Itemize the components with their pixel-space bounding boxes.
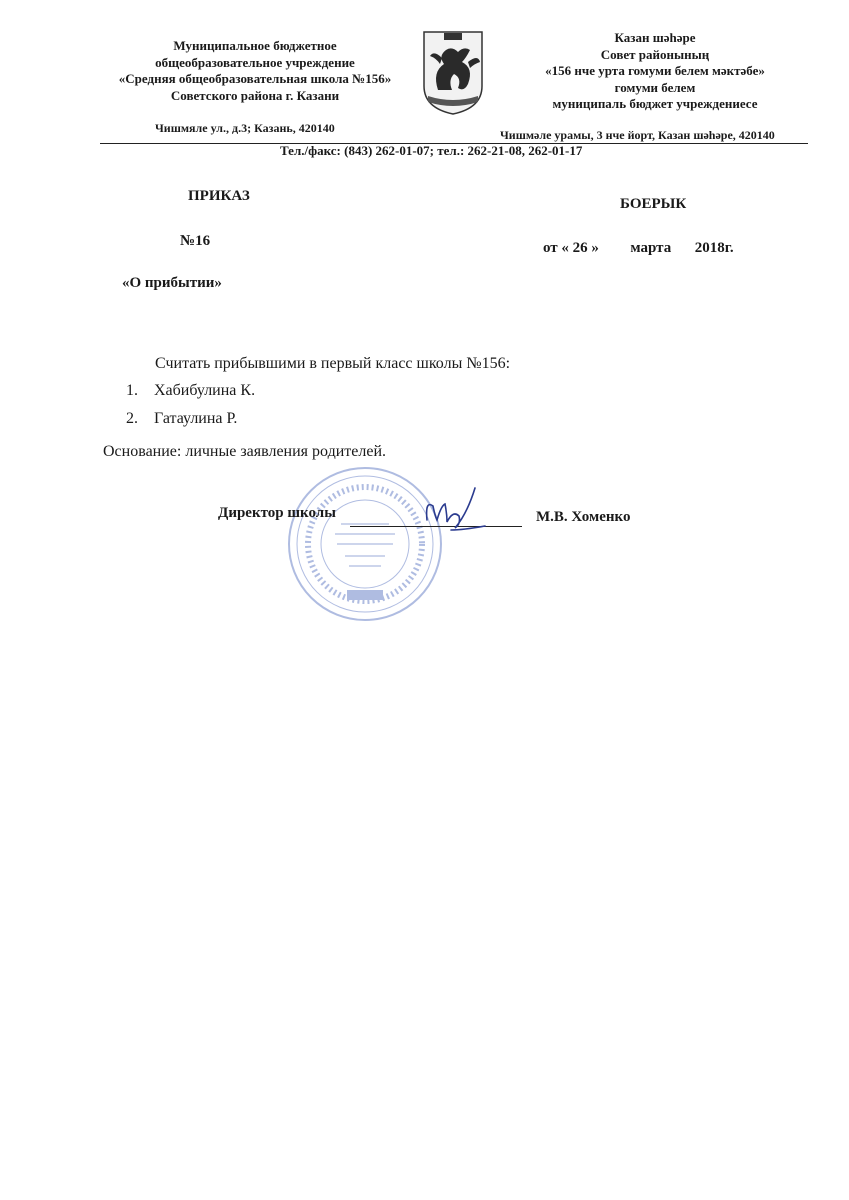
- order-number: №16: [180, 233, 211, 249]
- order-subject: «О прибытии»: [122, 275, 222, 291]
- list-item-number: 2.: [126, 410, 138, 427]
- header-tt-line-4: гомуми белем: [614, 79, 696, 95]
- header-ru-line-3: «Средняя общеобразовательная школа №156»: [118, 71, 392, 86]
- header-russian: [100, 38, 410, 104]
- order-basis: Основание: личные заявления родителей.: [103, 443, 387, 460]
- address-russian: Чишмяле ул., д.3; Казань, 420140: [155, 121, 335, 135]
- order-title-tatar: БОЕРЫК: [620, 196, 687, 212]
- order-date-month: марта: [630, 240, 672, 256]
- kazan-dragon-coat-of-arms-icon: [418, 28, 488, 116]
- list-item-number: 1.: [126, 382, 138, 399]
- header-tatar: [505, 30, 805, 113]
- list-item: [126, 409, 255, 437]
- order-date-year: 2018г.: [694, 240, 734, 256]
- header-tt-line-1: Казан шәһәре: [614, 30, 696, 45]
- student-list: [126, 381, 255, 437]
- order-date: [543, 240, 734, 257]
- header-ru-line-4: Советского района г. Казани: [170, 87, 340, 103]
- phone-line: Тел./факс: (843) 262-01-07; тел.: 262-21-08, 262-01-17: [280, 143, 583, 158]
- list-item-text: Хабибулина К.: [154, 382, 256, 399]
- address-tatar: Чишмәле урамы, 3 нче йорт, Казан шәһәре, 420140: [500, 128, 775, 142]
- order-intro: Считать прибывшими в первый класс школы №156:: [155, 355, 511, 372]
- list-item-text: Гатаулина Р.: [154, 410, 238, 427]
- handwritten-signature-icon: [405, 480, 500, 540]
- signature-position: Директор школы: [218, 505, 336, 521]
- list-item: [126, 381, 255, 409]
- header-tt-line-2: Совет районының: [600, 46, 710, 62]
- header-tt-line-5: муниципаль бюджет учреждениесе: [552, 96, 758, 111]
- director-name: М.В. Хоменко: [536, 509, 631, 525]
- order-date-day: от « 26 »: [543, 240, 599, 256]
- header-ru-line-1: Муниципальное бюджетное: [173, 38, 337, 53]
- header-ru-line-2: общеобразовательное учреждение: [155, 54, 355, 70]
- header-tt-line-3: «156 нче урта гомуми белем мәктәбе»: [545, 63, 765, 78]
- order-title-russian: ПРИКАЗ: [188, 188, 250, 204]
